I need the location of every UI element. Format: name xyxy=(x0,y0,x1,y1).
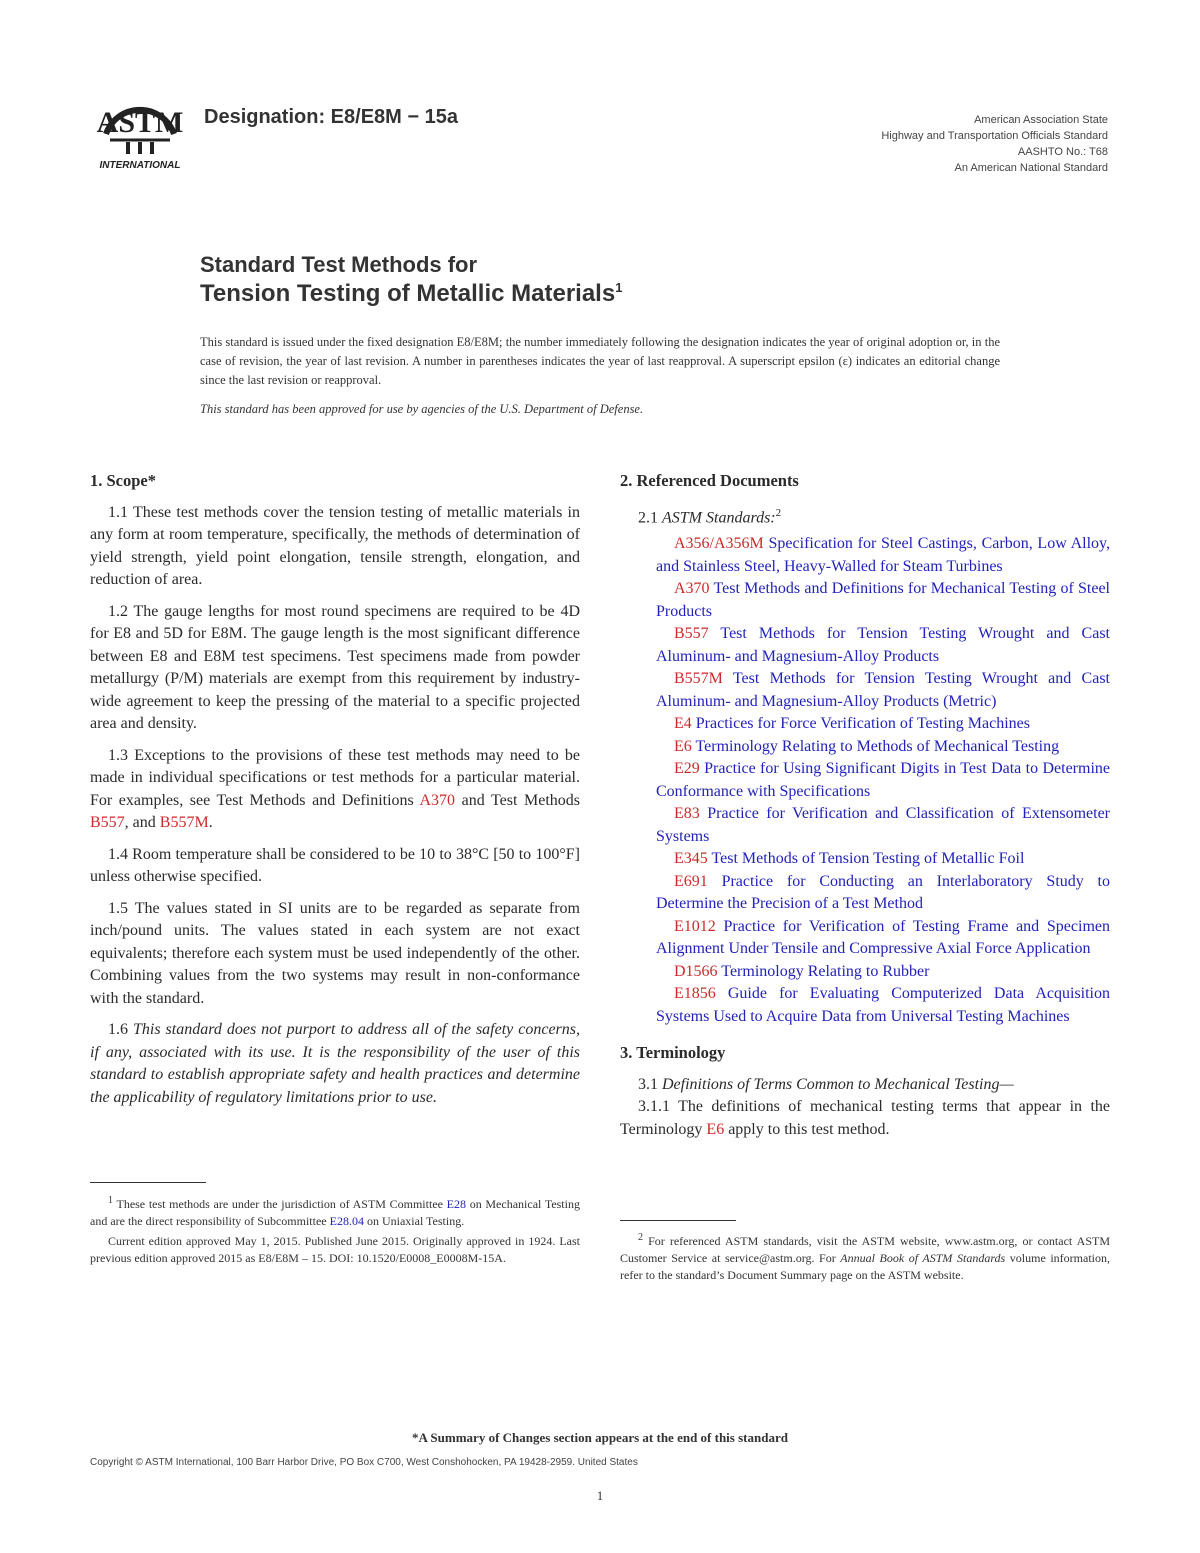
reference-code-link[interactable]: A356/A356M xyxy=(674,535,764,553)
reference-title-link[interactable]: Terminology Relating to Rubber xyxy=(721,962,930,980)
aashto-block xyxy=(881,112,1108,176)
reference-item xyxy=(620,961,1110,984)
paragraph-3-1 xyxy=(620,1074,1110,1097)
reference-title-link[interactable]: Practice for Verification of Testing Frame and Specimen Alignment Under Tensile and Compressive Axial Force Application xyxy=(656,917,1110,958)
reference-item xyxy=(620,578,1110,623)
text: Definitions of Terms Common to Mechanical Testing— xyxy=(662,1075,1014,1093)
ref-link-b557m[interactable]: B557M xyxy=(159,814,209,831)
title-line-1: Standard Test Methods for xyxy=(200,252,478,277)
text: . xyxy=(208,814,213,831)
reference-code-link[interactable]: B557M xyxy=(674,670,723,688)
text: on Uniaxial Testing. xyxy=(363,1214,465,1228)
designation-notice: This standard is issued under the fixed designation E8/E8M; the number immediately following the designation indicates the year of original adoption or, in the case of revision, the year of last revision. A number in parentheses indicates the year of last reapproval. A superscript epsilon (ε) indicates an editorial change since the last revision or reapproval. xyxy=(200,335,1000,387)
reference-title-link[interactable]: Terminology Relating to Methods of Mechanical Testing xyxy=(695,737,1060,755)
text: on Mechanical Testing and are the direct responsibility of Subcommittee xyxy=(90,1197,580,1228)
reference-code-link[interactable]: E6 xyxy=(674,737,692,755)
footnote-mark: 2 xyxy=(775,506,782,519)
title-text: Tension Testing of Metallic Materials xyxy=(200,280,616,307)
reference-item xyxy=(620,916,1110,961)
reference-item xyxy=(620,803,1110,848)
title-line-2 xyxy=(200,280,622,308)
aashto-line: American Association State xyxy=(974,114,1108,126)
summary-of-changes-notice: *A Summary of Changes section appears at the end of this standard xyxy=(412,1430,788,1445)
reference-item xyxy=(620,871,1110,916)
logo-letters: ASTM xyxy=(96,106,184,139)
reference-code-link[interactable]: E345 xyxy=(674,850,708,868)
reference-item xyxy=(620,533,1110,578)
paragraph-1-4: 1.4 Room temperature shall be considered to be 10 to 38°C [50 to 100°F] unless otherwise specified. xyxy=(90,845,580,885)
reference-item xyxy=(620,848,1110,871)
section-title-terminology: 3. Terminology xyxy=(620,1043,726,1063)
reference-title-link[interactable]: Test Methods for Tension Testing Wrought and Cast Aluminum- and Magnesium-Alloy Products xyxy=(656,625,1110,665)
reference-item xyxy=(620,983,1110,1028)
paragraph-1-3 xyxy=(90,745,580,835)
reference-item xyxy=(620,713,1110,736)
reference-list xyxy=(620,533,1110,1028)
text: 3.1.1 The definitions of mechanical testing terms that appear in the Terminology xyxy=(620,1098,1110,1138)
text: 1.3 Exceptions to the provisions of these test methods may need to be made in individual specifications or test methods for a particular material. For examples, see Test Methods and Definitions xyxy=(90,746,580,809)
footnote-rule xyxy=(90,1182,206,1183)
text: and Test Methods xyxy=(455,791,580,809)
text: For referenced ASTM standards, visit the ASTM website, www.astm.org, or contact ASTM Customer Service at service@astm.org. For xyxy=(620,1234,1111,1265)
reference-code-link[interactable]: D1566 xyxy=(674,962,718,980)
reference-code-link[interactable]: A370 xyxy=(674,580,710,598)
paragraph-1-5: 1.5 The values stated in SI units are to be regarded as separate from inch/pound units. The values stated in each system are not exact equivalents; therefore each system must be used independently of the other. Combining values from the two systems may result in non-conformance with the standard. xyxy=(90,899,580,1007)
designation: Designation: E8/E8M − 15a xyxy=(204,106,458,128)
reference-item xyxy=(620,623,1110,668)
reference-code-link[interactable]: E691 xyxy=(674,872,708,890)
page-number: 1 xyxy=(596,1488,604,1503)
aashto-line: Highway and Transportation Officials Standard xyxy=(881,130,1108,142)
reference-code-link[interactable]: E1856 xyxy=(674,985,716,1003)
text: 2.1 xyxy=(638,508,662,526)
reference-title-link[interactable]: Test Methods and Definitions for Mechanical Testing of Steel Products xyxy=(656,580,1110,620)
subcommittee-link-e28-04[interactable]: E28.04 xyxy=(329,1214,364,1228)
right-column xyxy=(620,470,1110,1141)
text: apply to this test method. xyxy=(724,1120,890,1138)
footnote-1-text xyxy=(90,1192,580,1230)
reference-code-link[interactable]: E1012 xyxy=(674,917,716,935)
footnote-2-text xyxy=(620,1229,1110,1284)
reference-title-link[interactable]: Test Methods for Tension Testing Wrought and Cast Aluminum- and Magnesium-Alloy Products (Metric) xyxy=(656,670,1110,710)
reference-item xyxy=(620,668,1110,713)
ref-link-e6[interactable]: E6 xyxy=(706,1120,725,1138)
reference-code-link[interactable]: E29 xyxy=(674,760,700,778)
text: , and xyxy=(124,814,160,831)
ref-link-b557[interactable]: B557 xyxy=(90,814,125,831)
reference-title-link[interactable]: Test Methods of Tension Testing of Metallic Foil xyxy=(711,850,1025,868)
subsection-2-1 xyxy=(620,502,1110,530)
paragraph-1-1: 1.1 These test methods cover the tension testing of metallic materials in any form at room temperature, specifically, the methods of determination of yield strength, yield point elongation, tensile strength, elongation, and reduction of area. xyxy=(90,503,580,588)
text: Annual Book of ASTM Standards xyxy=(840,1251,1006,1265)
text: ASTM Standards: xyxy=(662,508,776,526)
text: These test methods are under the jurisdiction of ASTM Committee xyxy=(116,1197,447,1211)
reference-title-link[interactable]: Practice for Using Significant Digits in Test Data to Determine Conformance with Specifications xyxy=(656,760,1110,800)
reference-title-link[interactable]: Practices for Force Verification of Testing Machines xyxy=(695,715,1030,733)
footnote-mark: 1 xyxy=(108,1195,113,1206)
section-title-referenced-documents: 2. Referenced Documents xyxy=(620,471,799,490)
logo-subtext: INTERNATIONAL xyxy=(99,160,181,171)
committee-link-e28[interactable]: E28 xyxy=(446,1197,466,1211)
text: volume information, refer to the standard’s Document Summary page on the ASTM website. xyxy=(620,1251,1110,1282)
footnote-rule xyxy=(620,1220,736,1221)
reference-code-link[interactable]: E83 xyxy=(674,805,700,823)
footnote-mark: 2 xyxy=(638,1232,643,1243)
copyright: Copyright © ASTM International, 100 Barr Harbor Drive, PO Box C700, West Conshohocken, PA 19428-2959. United States xyxy=(90,1457,638,1468)
footnote-2 xyxy=(620,1229,1110,1284)
astm-logo xyxy=(92,84,188,174)
safety-statement: This standard does not purport to address all of the safety concerns, if any, associated with its use. It is the responsibility of the user of this standard to establish appropriate safety and health practices and determine the applicability of regulatory limitations prior to use. xyxy=(90,1021,581,1106)
footnote-1-edition: Current edition approved May 1, 2015. Published June 2015. Originally approved in 1924. Last previous edition approved 2015 as E8/E8M – 15. DOI: 10.1520/E0008_E0008M-15A. xyxy=(90,1234,580,1265)
reference-title-link[interactable]: Guide for Evaluating Computerized Data Acquisition Systems Used to Acquire Data from Universal Testing Machines xyxy=(656,985,1110,1025)
paragraph-1-6 xyxy=(90,1019,580,1109)
reference-title-link[interactable]: Practice for Verification and Classification of Extensometer Systems xyxy=(656,805,1111,845)
dod-notice: This standard has been approved for use by agencies of the U.S. Department of Defense. xyxy=(200,402,644,416)
footnote-1 xyxy=(90,1192,580,1267)
title-footnote-mark: 1 xyxy=(615,280,623,295)
reference-title-link[interactable]: Practice for Conducting an Interlaboratory Study to Determine the Precision of a Test Method xyxy=(656,872,1111,913)
section-title-scope: 1. Scope* xyxy=(90,471,156,490)
paragraph-1-2: 1.2 The gauge lengths for most round specimens are required to be 4D for E8 and 5D for E8M. The gauge length is the most significant difference between E8 and E8M test specimens. Test specimens made from powder metallurgy (P/M) materials are exempt from this requirement by industry-wide agreement to keep the pressing of the material to a specific projected area and density. xyxy=(90,602,580,732)
left-column xyxy=(90,470,580,1109)
aashto-line: AASHTO No.: T68 xyxy=(1017,146,1108,158)
text: 1.6 xyxy=(108,1021,133,1038)
reference-code-link[interactable]: B557 xyxy=(674,625,709,643)
paragraph-3-1-1 xyxy=(620,1096,1110,1141)
ref-link-a370[interactable]: A370 xyxy=(419,791,456,809)
text: 3.1 xyxy=(638,1075,662,1093)
reference-code-link[interactable]: E4 xyxy=(674,715,692,733)
reference-item xyxy=(620,758,1110,803)
reference-item xyxy=(620,736,1110,759)
aashto-line: An American National Standard xyxy=(954,162,1108,174)
reference-title-link[interactable]: Specification for Steel Castings, Carbon, Low Alloy, and Stainless Steel, Heavy-Walled for Steam Turbines xyxy=(656,535,1111,575)
